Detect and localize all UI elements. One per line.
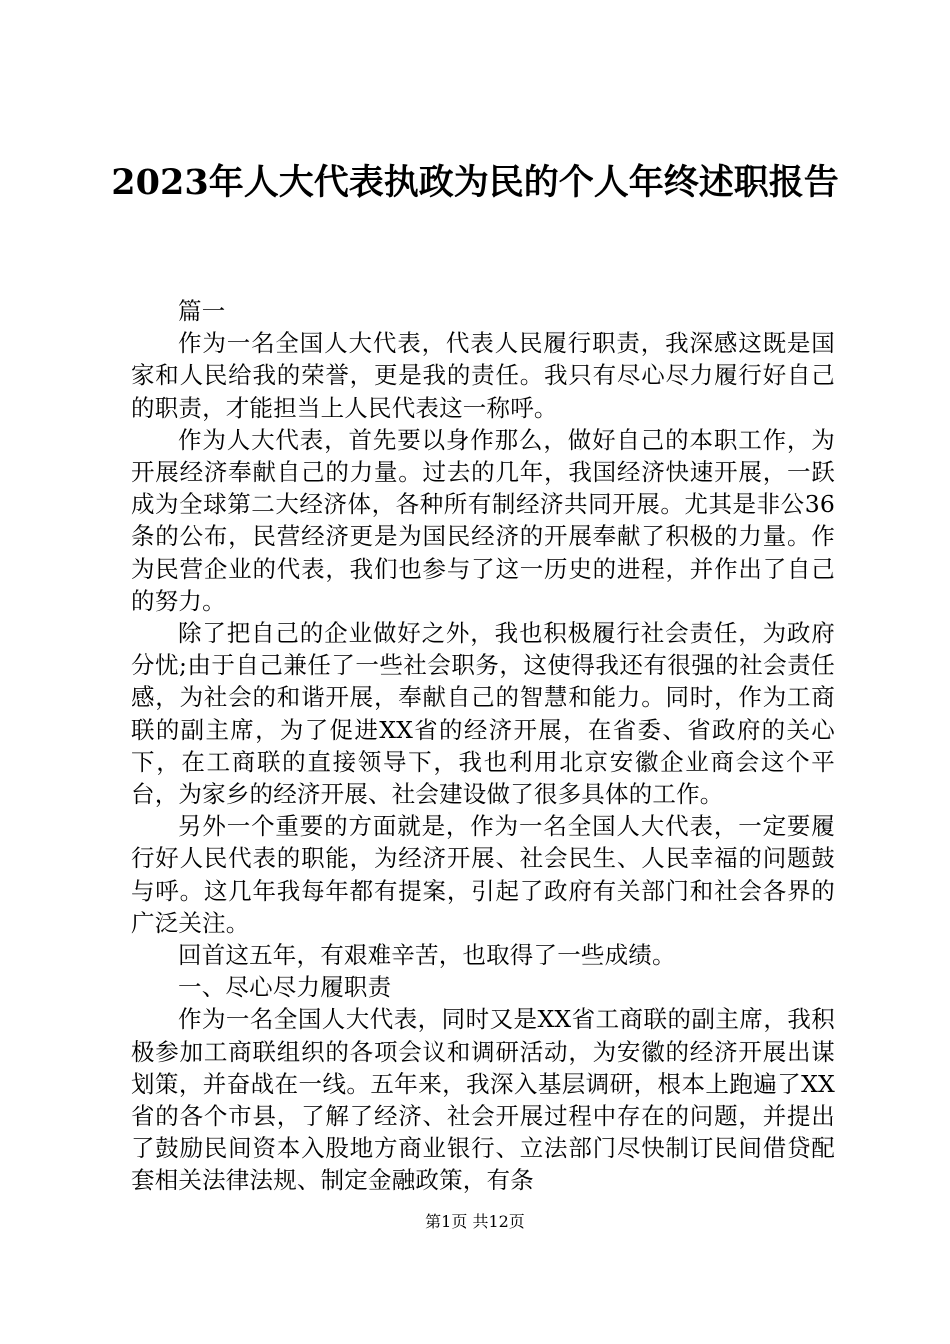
paragraph: 作为人大代表，首先要以身作那么，做好自己的本职工作，为开展经济奉献自己的力量。过去的几年，我国经济快速开展，一跃成为全球第二大经济体，各种所有制经济共同开展。尤其是非公36条的公布，民营经济更是为国民经济的开展奉献了积极的力量。作为民营企业的代表，我们也参与了这一历史的进程，并作出了自己的努力。 (131, 425, 835, 615)
paragraph: 回首这五年，有艰难辛苦，也取得了一些成绩。 (178, 941, 676, 970)
document-body (131, 295, 835, 1197)
paragraph: 除了把自己的企业做好之外，我也积极履行社会责任，为政府分忧;由于自己兼任了一些社会职务，这使得我还有很强的社会责任感，为社会的和谐开展，奉献自己的智慧和能力。同时，作为工商联的副主席，为了促进XX省的经济开展，在省委、省政府的关心下，在工商联的直接领导下，我也利用北京安徽企业商会这个平台，为家乡的经济开展、社会建设做了很多具体的工作。 (131, 619, 835, 809)
paragraph: 作为一名全国人大代表，代表人民履行职责，我深感这既是国家和人民给我的荣誉，更是我的责任。我只有尽心尽力履行好自己的职责，才能担当上人民代表这一称呼。 (131, 329, 835, 422)
paragraph: 另外一个重要的方面就是，作为一名全国人大代表，一定要履行好人民代表的职能，为经济开展、社会民生、人民幸福的问题鼓与呼。这几年我每年都有提案，引起了政府有关部门和社会各界的广泛关注。 (131, 812, 835, 937)
page-footer: 第1页 共12页 (425, 1212, 525, 1231)
section-label: 篇一 (178, 297, 226, 325)
section-heading: 一、尽心尽力履职责 (178, 973, 392, 1002)
document-title: 2023年人大代表执政为民的个人年终述职报告 (111, 162, 839, 203)
paragraph: 作为一名全国人大代表，同时又是XX省工商联的副主席，我积极参加工商联组织的各项会议和调研活动，为安徽的经济开展出谋划策，并奋战在一线。五年来，我深入基层调研，根本上跑遍了XX省的各个市县，了解了经济、社会开展过程中存在的问题，并提出了鼓励民间资本入股地方商业银行、立法部门尽快制订民间借贷配套相关法律法规、制定金融政策，有条 (131, 1005, 835, 1195)
